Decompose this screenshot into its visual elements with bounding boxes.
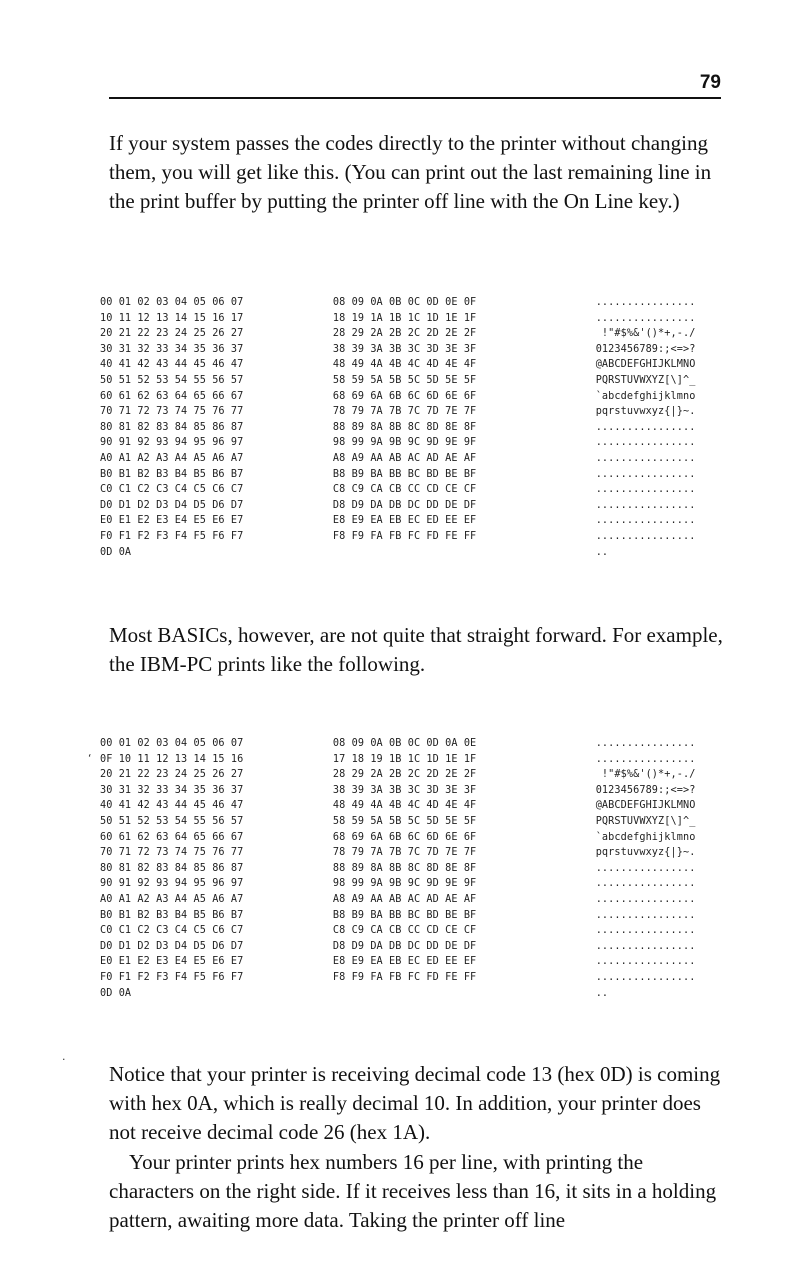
- ascii-column: ................: [595, 297, 696, 308]
- ascii-column: ................: [595, 437, 696, 449]
- hex-group-low: 00 01 02 03 04 05 06 07: [100, 297, 244, 308]
- hex-group-high: E8 E9 EA EB EC ED EE EF: [332, 956, 477, 968]
- hex-group-low: 20 21 22 23 24 25 26 27: [100, 769, 244, 781]
- ascii-column: @ABCDEFGHIJKLMNO: [595, 800, 696, 812]
- dump-row: [100, 970, 745, 986]
- hex-group-low: 90 91 92 93 94 95 96 97: [100, 878, 244, 890]
- ascii-column: ................: [595, 499, 696, 511]
- dump-row: [100, 876, 745, 892]
- hex-group-low: B0 B1 B2 B3 B4 B5 B6 B7: [100, 909, 244, 921]
- hex-group-low: 80 81 82 83 84 85 86 87: [100, 421, 244, 433]
- hex-group-high: 48 49 4A 4B 4C 4D 4E 4F: [332, 359, 477, 371]
- ascii-column: PQRSTUVWXYZ[\]^_: [595, 374, 696, 386]
- dump-row: [100, 435, 745, 451]
- ascii-column: ................: [595, 971, 696, 983]
- dump-row: [100, 357, 745, 373]
- hex-group-low: 10 11 12 13 14 15 16 17: [100, 312, 244, 324]
- hex-group-low: 20 21 22 23 24 25 26 27: [100, 328, 244, 340]
- hex-group-high: D8 D9 DA DB DC DD DE DF: [332, 940, 477, 952]
- hex-group-high: C8 C9 CA CB CC CD CE CF: [332, 925, 477, 937]
- dump-row: [100, 545, 745, 561]
- hex-group-low: 0D 0A: [100, 987, 132, 999]
- ascii-column: 0123456789:;<=>?: [595, 784, 696, 796]
- dump-row: [100, 420, 745, 436]
- hex-group-low: A0 A1 A2 A3 A4 A5 A6 A7: [100, 893, 244, 905]
- dump-row: [100, 845, 745, 861]
- hex-group-high: 58 59 5A 5B 5C 5D 5E 5F: [332, 374, 477, 386]
- ascii-column: ..: [595, 987, 609, 999]
- hex-group-low: 0D 0A: [100, 546, 132, 558]
- hex-group-high: 17 18 19 1B 1C 1D 1E 1F: [332, 753, 477, 765]
- ascii-column: ................: [595, 925, 696, 937]
- hex-group-high: 88 89 8A 8B 8C 8D 8E 8F: [332, 862, 477, 874]
- hex-group-high: 58 59 5A 5B 5C 5D 5E 5F: [332, 815, 477, 827]
- ascii-column: ................: [595, 530, 696, 542]
- dump-row: [100, 752, 745, 768]
- hex-group-high: 68 69 6A 6B 6C 6D 6E 6F: [332, 390, 477, 402]
- hex-group-low: E0 E1 E2 E3 E4 E5 E6 E7: [100, 956, 244, 968]
- dump-row: [100, 814, 745, 830]
- hex-group-high: A8 A9 AA AB AC AD AE AF: [332, 893, 477, 905]
- dump-row: [100, 467, 745, 483]
- hex-group-high: 78 79 7A 7B 7C 7D 7E 7F: [332, 847, 477, 859]
- hex-group-high: 28 29 2A 2B 2C 2D 2E 2F: [332, 328, 477, 340]
- dump-row: [100, 954, 745, 970]
- dump-row: [100, 451, 745, 467]
- ascii-column: 0123456789:;<=>?: [595, 343, 696, 355]
- hex-group-low: 40 41 42 43 44 45 46 47: [100, 359, 244, 371]
- hex-group-low: E0 E1 E2 E3 E4 E5 E6 E7: [100, 515, 244, 527]
- hex-group-low: A0 A1 A2 A3 A4 A5 A6 A7: [100, 452, 244, 464]
- dump-row: [100, 736, 745, 752]
- hex-dump-ibm-pc: [100, 736, 745, 1001]
- ascii-column: ................: [595, 940, 696, 952]
- ascii-column: ................: [595, 862, 696, 874]
- hex-group-high: 78 79 7A 7B 7C 7D 7E 7F: [332, 406, 477, 418]
- ascii-column: ................: [595, 421, 696, 433]
- ascii-column: ................: [595, 878, 696, 890]
- dump-row: [100, 783, 745, 799]
- hex-group-low: 70 71 72 73 74 75 76 77: [100, 406, 244, 418]
- ascii-column: pqrstuvwxyz{|}~.: [595, 847, 696, 859]
- hex-group-high: [333, 986, 596, 1002]
- hex-group-low: 00 01 02 03 04 05 06 07: [100, 738, 244, 749]
- hex-group-low: C0 C1 C2 C3 C4 C5 C6 C7: [100, 925, 244, 937]
- dump-row: [100, 513, 745, 529]
- ascii-column: ................: [595, 893, 696, 905]
- dump-row: [100, 908, 745, 924]
- hex-dump-direct: [100, 295, 745, 560]
- stray-mark: ‘: [88, 752, 92, 765]
- hex-group-low: D0 D1 D2 D3 D4 D5 D6 D7: [100, 940, 244, 952]
- dump-row: [100, 892, 745, 908]
- dump-row: [100, 861, 745, 877]
- header-rule: [109, 97, 721, 99]
- paragraph-prints: Your printer prints hex numbers 16 per line, with printing the characters on the right side. If it receives less than 16, it sits in a holding pattern, awaiting more data. Taking the printer off line: [109, 1150, 717, 1232]
- hex-group-high: 98 99 9A 9B 9C 9D 9E 9F: [332, 437, 477, 449]
- hex-group-high: E8 E9 EA EB EC ED EE EF: [332, 515, 477, 527]
- hex-group-high: 48 49 4A 4B 4C 4D 4E 4F: [332, 800, 477, 812]
- dump-row: [100, 389, 745, 405]
- hex-group-high: 38 39 3A 3B 3C 3D 3E 3F: [332, 343, 477, 355]
- ascii-column: pqrstuvwxyz{|}~.: [595, 406, 696, 418]
- ascii-column: ................: [595, 738, 696, 749]
- dump-row: [100, 498, 745, 514]
- hex-group-high: D8 D9 DA DB DC DD DE DF: [332, 499, 477, 511]
- hex-group-high: 88 89 8A 8B 8C 8D 8E 8F: [332, 421, 477, 433]
- hex-group-high: 08 09 0A 0B 0C 0D 0A 0E: [332, 738, 477, 749]
- ascii-column: !"#$%&'()*+,-./: [595, 769, 696, 781]
- hex-group-low: 30 31 32 33 34 35 36 37: [100, 784, 244, 796]
- ascii-column: `abcdefghijklmno: [595, 831, 696, 843]
- hex-group-low: 30 31 32 33 34 35 36 37: [100, 343, 244, 355]
- ascii-column: ................: [595, 753, 696, 765]
- hex-group-low: 60 61 62 63 64 65 66 67: [100, 831, 244, 843]
- dump-row: [100, 311, 745, 327]
- dump-row: [100, 482, 745, 498]
- hex-group-high: C8 C9 CA CB CC CD CE CF: [332, 484, 477, 496]
- hex-group-high: 18 19 1A 1B 1C 1D 1E 1F: [332, 312, 477, 324]
- hex-group-low: 0F 10 11 12 13 14 15 16: [100, 753, 244, 765]
- ascii-column: `abcdefghijklmno: [595, 390, 696, 402]
- dump-row: [100, 798, 745, 814]
- hex-group-high: 08 09 0A 0B 0C 0D 0E 0F: [332, 297, 477, 308]
- hex-group-high: [333, 545, 596, 561]
- hex-group-low: 40 41 42 43 44 45 46 47: [100, 800, 244, 812]
- dump-row: [100, 373, 745, 389]
- hex-group-high: F8 F9 FA FB FC FD FE FF: [332, 530, 477, 542]
- hex-group-low: B0 B1 B2 B3 B4 B5 B6 B7: [100, 468, 244, 480]
- ascii-column: ................: [595, 909, 696, 921]
- hex-group-high: 68 69 6A 6B 6C 6D 6E 6F: [332, 831, 477, 843]
- ascii-column: ................: [595, 484, 696, 496]
- ascii-column: ................: [595, 515, 696, 527]
- hex-group-high: 28 29 2A 2B 2C 2D 2E 2F: [332, 769, 477, 781]
- hex-group-low: 80 81 82 83 84 85 86 87: [100, 862, 244, 874]
- hex-group-high: 98 99 9A 9B 9C 9D 9E 9F: [332, 878, 477, 890]
- dump-row: [100, 295, 745, 311]
- ascii-column: ................: [595, 452, 696, 464]
- hex-group-high: B8 B9 BA BB BC BD BE BF: [332, 468, 477, 480]
- dump-row: [100, 923, 745, 939]
- stray-mark: .: [62, 1050, 66, 1063]
- paragraph-notice: Notice that your printer is receiving decimal code 13 (hex 0D) is coming with hex 0A, which is really decimal 10. In addition, your printer does not receive decimal code 26 (hex 1A).: [109, 1062, 721, 1144]
- dump-row: [100, 326, 745, 342]
- hex-group-low: C0 C1 C2 C3 C4 C5 C6 C7: [100, 484, 244, 496]
- paragraph-basic: Most BASICs, however, are not quite that straight forward. For example, the IBM-PC prints like the following.: [109, 623, 723, 676]
- ascii-column: @ABCDEFGHIJKLMNO: [595, 359, 696, 371]
- hex-group-low: 50 51 52 53 54 55 56 57: [100, 374, 244, 386]
- ascii-column: ................: [595, 312, 696, 324]
- dump-row: [100, 830, 745, 846]
- hex-group-low: 70 71 72 73 74 75 76 77: [100, 847, 244, 859]
- hex-group-low: 60 61 62 63 64 65 66 67: [100, 390, 244, 402]
- dump-row: [100, 529, 745, 545]
- dump-row: [100, 342, 745, 358]
- hex-group-high: F8 F9 FA FB FC FD FE FF: [332, 971, 477, 983]
- hex-group-low: F0 F1 F2 F3 F4 F5 F6 F7: [100, 530, 244, 542]
- hex-group-low: F0 F1 F2 F3 F4 F5 F6 F7: [100, 971, 244, 983]
- hex-group-low: 90 91 92 93 94 95 96 97: [100, 437, 244, 449]
- paragraph-intro: If your system passes the codes directly to the printer without changing them, you will get like this. (You can print out the last remaining line in the print buffer by putting the printer off line with the On Line key.): [109, 131, 712, 213]
- dump-row: [100, 939, 745, 955]
- hex-group-low: 50 51 52 53 54 55 56 57: [100, 815, 244, 827]
- hex-group-low: D0 D1 D2 D3 D4 D5 D6 D7: [100, 499, 244, 511]
- ascii-column: PQRSTUVWXYZ[\]^_: [595, 815, 696, 827]
- page-number: 79: [699, 72, 721, 93]
- hex-group-high: A8 A9 AA AB AC AD AE AF: [332, 452, 477, 464]
- dump-row: [100, 404, 745, 420]
- ascii-column: ..: [595, 546, 609, 558]
- ascii-column: ................: [595, 468, 696, 480]
- ascii-column: !"#$%&'()*+,-./: [595, 328, 696, 340]
- ascii-column: ................: [595, 956, 696, 968]
- dump-row: [100, 986, 745, 1002]
- hex-group-high: 38 39 3A 3B 3C 3D 3E 3F: [332, 784, 477, 796]
- hex-group-high: B8 B9 BA BB BC BD BE BF: [332, 909, 477, 921]
- dump-row: [100, 767, 745, 783]
